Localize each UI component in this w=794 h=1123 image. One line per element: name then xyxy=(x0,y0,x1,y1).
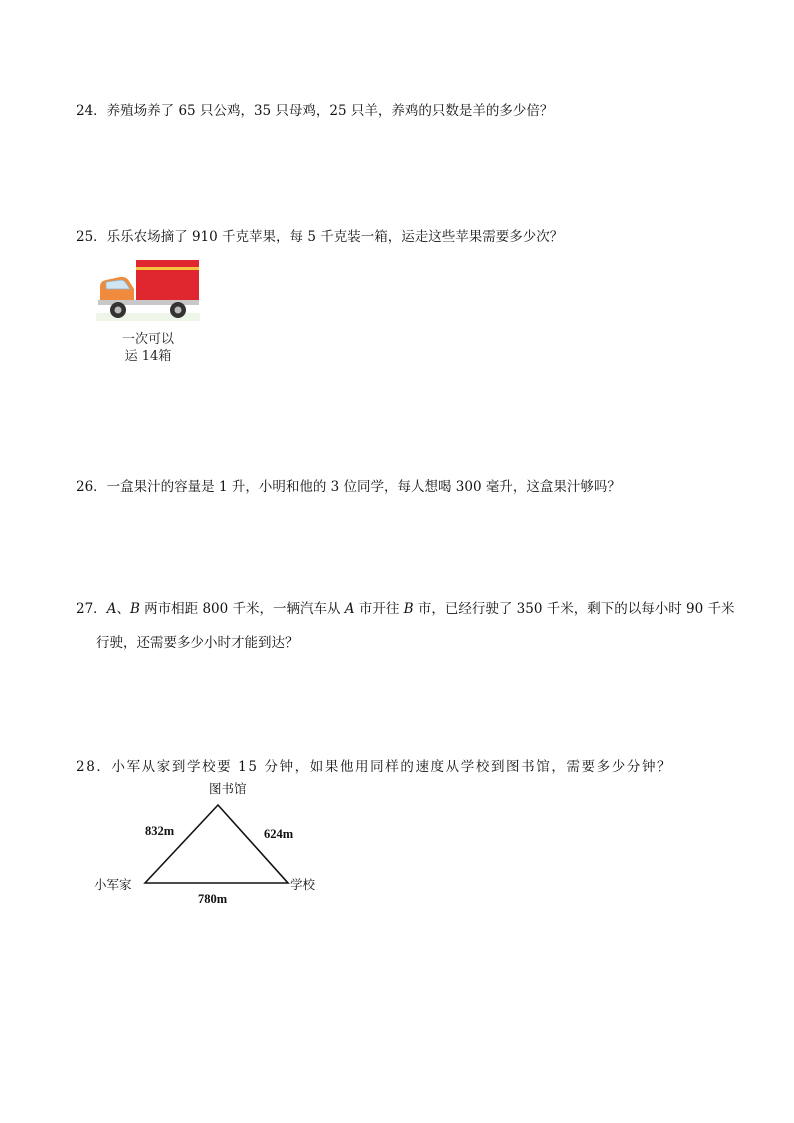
city-b-label: B xyxy=(129,601,140,617)
question-28 xyxy=(76,757,672,777)
question-27-separator: 、 xyxy=(116,601,130,617)
question-26 xyxy=(76,477,621,497)
left-side-length: 832m xyxy=(145,824,175,838)
question-27-text-line-2: 行驶，还需要多少小时才能到达？ xyxy=(96,635,299,651)
city-a-label-2: A xyxy=(344,601,355,617)
bottom-side-length: 780m xyxy=(198,892,228,906)
city-a-label: A xyxy=(106,601,117,617)
school-label: 学校 xyxy=(290,877,316,892)
home-label: 小军家 xyxy=(94,877,132,892)
question-25-text: 25．乐乐农场摘了 910 千克苹果，每 5 千克装一箱，运走这些苹果需要多少次？ xyxy=(76,229,564,245)
truck-caption xyxy=(96,331,200,365)
truck-icon xyxy=(96,255,200,329)
question-27-number: 27． xyxy=(76,601,107,617)
question-27-text-part-3: 市，已经行驶了 350 千米，剩下的以每小时 90 千米 xyxy=(413,601,735,617)
question-26-text: 26．一盒果汁的容量是 1 升，小明和他的 3 位同学，每人想喝 300 毫升，这盒果汁够吗？ xyxy=(76,479,621,495)
truck-illustration xyxy=(96,255,200,371)
city-b-label-2: B xyxy=(403,601,414,617)
distance-triangle-diagram xyxy=(92,776,332,910)
truck-caption-line-1: 一次可以 xyxy=(121,332,174,347)
question-27 xyxy=(76,599,734,619)
library-label: 图书馆 xyxy=(209,781,247,796)
question-28-text: 28．小军从家到学校要 15 分钟，如果他用同样的速度从学校到图书馆，需要多少分钟？ xyxy=(76,759,673,775)
question-25 xyxy=(76,227,563,247)
triangle-outline xyxy=(145,805,288,883)
question-27-text-part-2: 市开往 xyxy=(354,601,404,617)
right-side-length: 624m xyxy=(264,827,294,841)
question-24-text: 24．养殖场养了 65 只公鸡，35 只母鸡，25 只羊，养鸡的只数是羊的多少倍？ xyxy=(76,103,554,119)
question-27-text-part-1: 两市相距 800 千米，一辆汽车从 xyxy=(139,601,345,617)
question-27-line-2 xyxy=(96,633,299,653)
question-24 xyxy=(76,101,553,121)
truck-caption-line-2: 运 14箱 xyxy=(124,349,172,364)
